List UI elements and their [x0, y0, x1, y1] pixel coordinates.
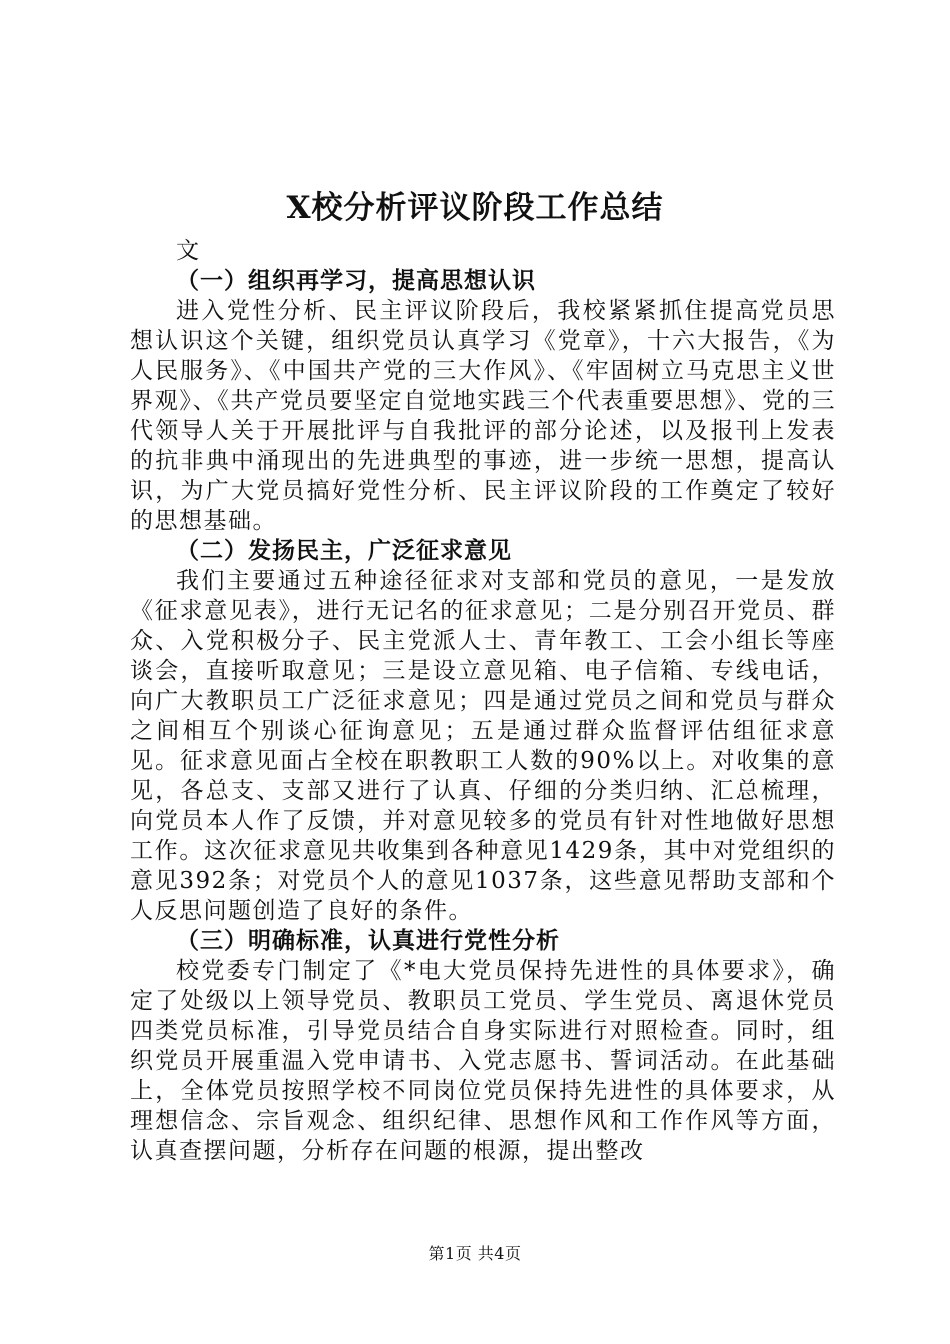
section-paragraph-3: 校党委专门制定了《*电大党员保持先进性的具体要求》，确定了处级以上领导党员、教职员工党员、学生党员、离退休党员四类党员标准，引导党员结合自身实际进行对照检查。同时，组织党员开展重温入党申请书、入党志愿书、誓词活动。在此基础上，全体党员按照学校不同岗位党员保持先进性的具体要求，从理想信念、宗旨观念、组织纪律、思想作风和工作作风等方面，认真查摆问题，分析存在问题的根源，提出整改	[130, 958, 836, 1164]
author-label: 文	[176, 238, 201, 264]
document-title: X校分析评议阶段工作总结	[286, 190, 664, 226]
section-heading-1: （一）组织再学习，提高思想认识	[176, 268, 536, 294]
section-paragraph-1: 进入党性分析、民主评议阶段后，我校紧紧抓住提高党员思想认识这个关键，组织党员认真学习《党章》，十六大报告，《为人民服务》、《中国共产党的三大作风》、《牢固树立马克思主义世界观》、《共产党员要坚定自觉地实践三个代表重要思想》、党的三代领导人关于开展批评与自我批评的部分论述，以及报刊上发表的抗非典中涌现出的先进典型的事迹，进一步统一思想，提高认识，为广大党员搞好党性分析、民主评议阶段的工作奠定了较好的思想基础。	[130, 298, 836, 534]
page-footer: 第1页 共4页	[428, 1244, 522, 1263]
document-body	[130, 236, 836, 1166]
section-heading-3: （三）明确标准，认真进行党性分析	[176, 928, 560, 954]
section-heading-2: （二）发扬民主，广泛征求意见	[176, 538, 512, 564]
section-paragraph-2: 我们主要通过五种途径征求对支部和党员的意见，一是发放《征求意见表》，进行无记名的征求意见；二是分别召开党员、群众、入党积极分子、民主党派人士、青年教工、工会小组长等座谈会，直接听取意见；三是设立意见箱、电子信箱、专线电话，向广大教职员工广泛征求意见；四是通过党员之间和党员与群众之间相互个别谈心征询意见；五是通过群众监督评估组征求意见。征求意见面占全校在职教职工人数的90%以上。对收集的意见，各总支、支部又进行了认真、仔细的分类归纳、汇总梳理，向党员本人作了反馈，并对意见较多的党员有针对性地做好思想工作。这次征求意见共收集到各种意见1429条，其中对党组织的意见392条；对党员个人的意见1037条，这些意见帮助支部和个人反思问题创造了良好的条件。	[130, 568, 836, 924]
